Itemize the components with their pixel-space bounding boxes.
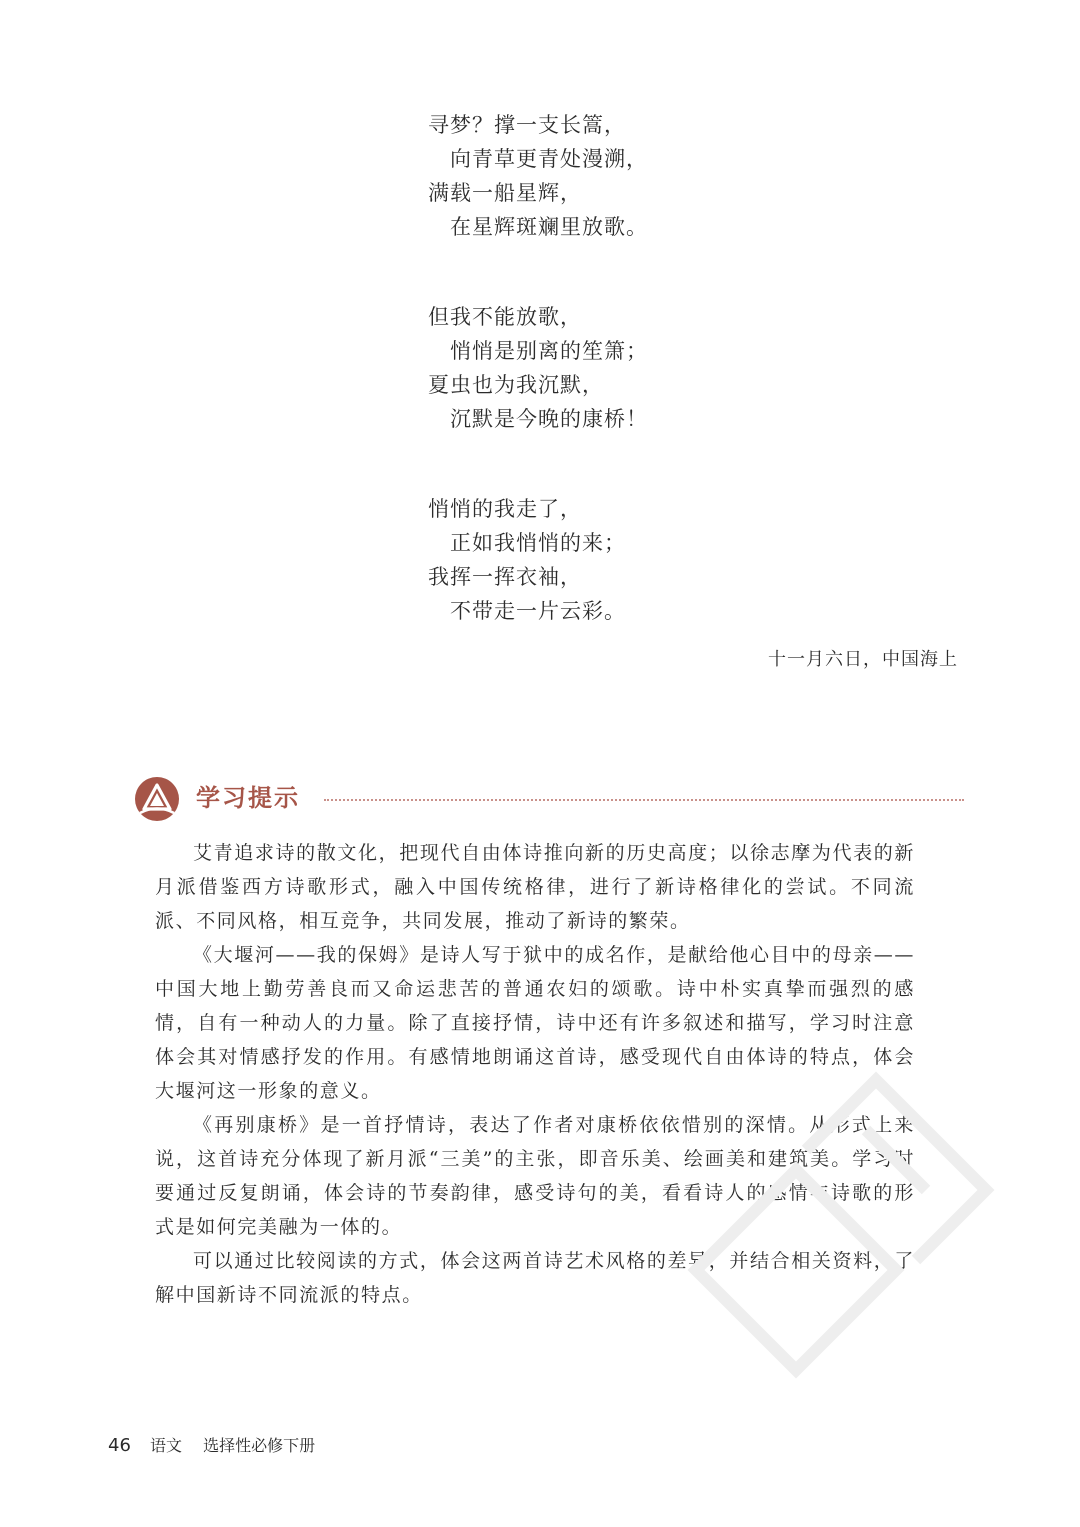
study-tips-body [155, 836, 915, 1312]
poem-line: 悄悄是别离的笙箫； [450, 339, 648, 363]
poem-line: 寻梦？撑一支长篙， [428, 113, 626, 137]
study-tips-title: 学习提示 [196, 784, 300, 812]
dotted-divider [324, 799, 964, 801]
poem-line: 我挥一挥衣袖， [428, 565, 582, 589]
poem-line: 满载一船星辉， [428, 181, 582, 205]
poem-line: 在星辉斑斓里放歌。 [450, 215, 648, 239]
study-tips-paragraph: 艾青追求诗的散文化，把现代自由体诗推向新的历史高度；以徐志摩为代表的新月派借鉴西方诗歌形式，融入中国传统格律，进行了新诗格律化的尝试。不同流派、不同风格，相互竞争，共同发展，推动了新诗的繁荣。 [155, 842, 915, 932]
poem-line: 向青草更青处漫溯， [450, 147, 648, 171]
book-volume: 选择性必修下册 [203, 1436, 316, 1455]
study-tips-paragraph: 《再别康桥》是一首抒情诗，表达了作者对康桥依依惜别的深情。从形式上来说，这首诗充分体现了新月派“三美”的主张，即音乐美、绘画美和建筑美。学习时要通过反复朗诵，体会诗的节奏韵律，感受诗句的美，看看诗人的感情与诗歌的形式是如何完美融为一体的。 [155, 1114, 915, 1238]
page-number: 46 [108, 1435, 131, 1456]
poem-date-place: 十一月六日，中国海上 [768, 649, 958, 670]
poem-line: 夏虫也为我沉默， [428, 373, 604, 397]
poem-line: 沉默是今晚的康桥！ [450, 407, 648, 431]
poem-line: 不带走一片云彩。 [450, 599, 626, 623]
page-footer [108, 1434, 315, 1458]
poem-stanza-1 [428, 108, 828, 244]
study-tips-paragraph: 《大堰河——我的保姆》是诗人写于狱中的成名作，是献给他心目中的母亲——中国大地上勤劳善良而又命运悲苦的普通农妇的颂歌。诗中朴实真挚而强烈的感情，自有一种动人的力量。除了直接抒情，诗中还有许多叙述和描写，学习时注意体会其对情感抒发的作用。有感情地朗诵这首诗，感受现代自由体诗的特点，体会大堰河这一形象的意义。 [155, 944, 915, 1102]
book-subject: 语文 [150, 1436, 183, 1455]
poem-line: 正如我悄悄的来； [450, 531, 626, 555]
poem-stanza-3 [428, 492, 828, 628]
study-tips-header [134, 774, 964, 826]
poem [428, 108, 828, 684]
study-tips-paragraph: 可以通过比较阅读的方式，体会这两首诗艺术风格的差异，并结合相关资料，了解中国新诗不同流派的特点。 [155, 1250, 915, 1306]
poem-stanza-2 [428, 300, 828, 436]
poem-line: 但我不能放歌， [428, 305, 582, 329]
poem-line: 悄悄的我走了， [428, 497, 582, 521]
study-tips-emblem-icon [134, 776, 180, 822]
